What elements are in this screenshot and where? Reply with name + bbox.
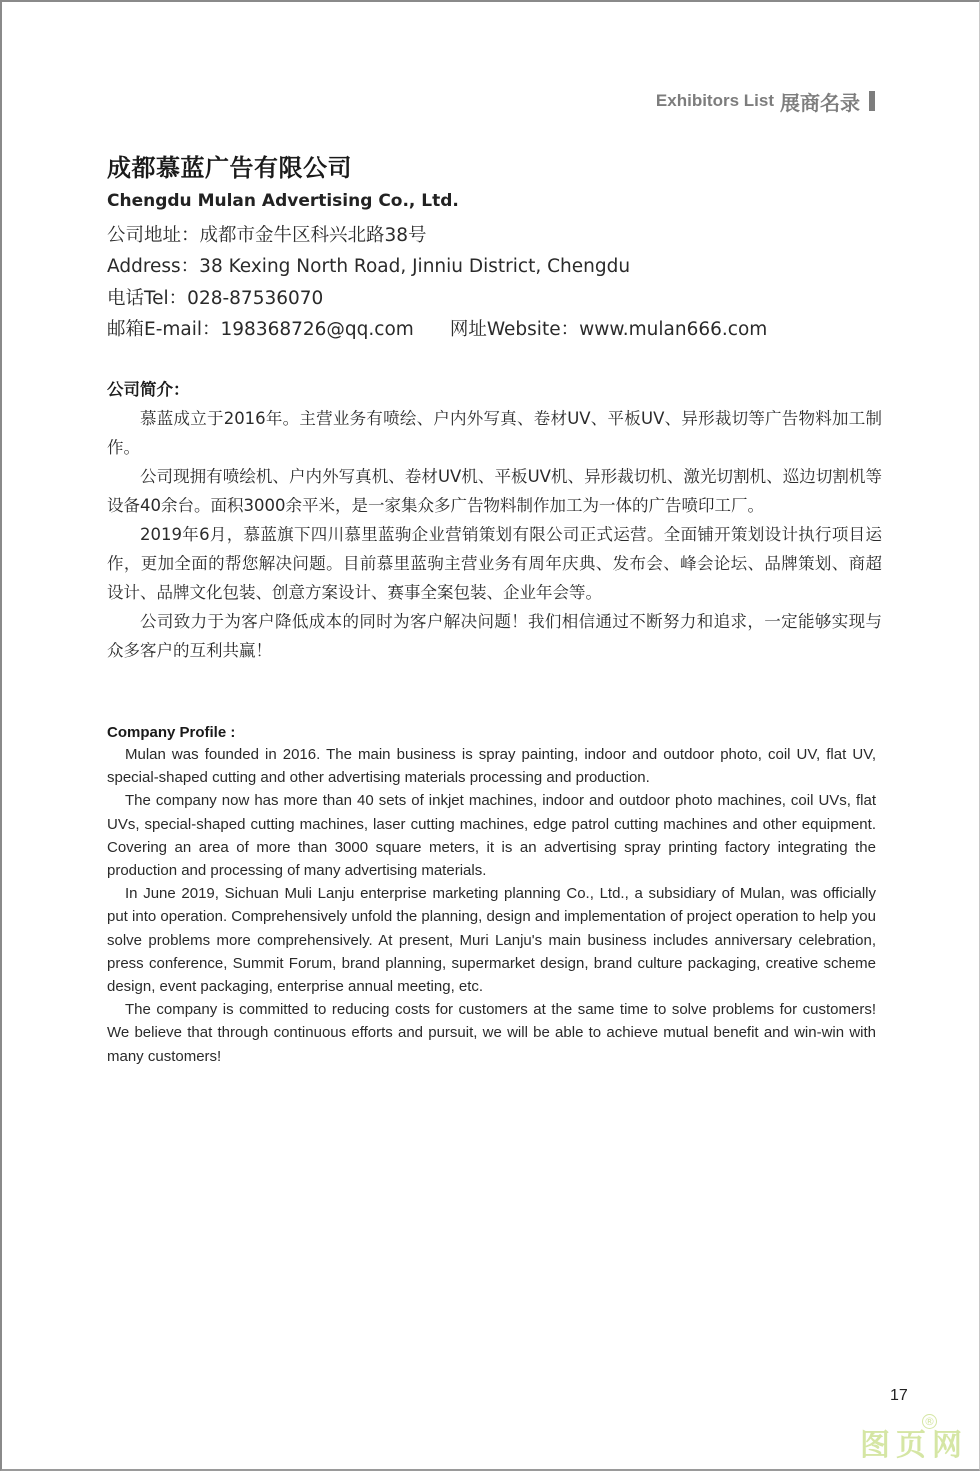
address-cn: 公司地址：成都市金牛区科兴北路38号 (107, 225, 427, 246)
company-name-en: Chengdu Mulan Advertising Co., Ltd. (107, 191, 459, 211)
watermark-logo (860, 1415, 968, 1464)
section-header (656, 86, 875, 116)
profile-heading-cn: 公司简介： (107, 380, 190, 399)
registered-mark-icon: ® (924, 1415, 935, 1428)
profile-paragraph-cn: 公司致力于为客户降低成本的同时为客户解决问题！我们相信通过不断努力和追求，一定能够实现与众多客户的互利共赢！ (107, 612, 882, 660)
contact-line (107, 315, 767, 341)
profile-paragraph-en: The company now has more than 40 sets of inkjet machines, indoor and outdoor photo machines, coil UVs, flat UVs, special-shaped cutting machines, laser cutting machines, edge patrol cutting machines and other equipment. Covering an area of more than 3000 square meters, it is an advertising spray printing factory integrating the production and processing of many advertising materials. (107, 792, 876, 880)
profile-paragraph-en: Mulan was founded in 2016. The main business is spray painting, indoor and outdoor photo, coil UV, flat UV, special-shaped cutting and other advertising materials processing and production. (107, 746, 876, 787)
profile-paragraph-en: In June 2019, Sichuan Muli Lanju enterprise marketing planning Co., Ltd., a subsidiary of Mulan, was officially put into operation. Comprehensively unfold the planning, design and implementation of project operation to help you solve problems more comprehensively. At present, Muri Lanju's main business includes anniversary celebration, press conference, Summit Forum, brand planning, supermarket design, brand culture packaging, creative scheme design, event packaging, enterprise annual meeting, etc. (107, 885, 876, 996)
section-marker-bar (869, 91, 875, 111)
profile-body-en (107, 743, 876, 1068)
profile-paragraph-cn: 公司现拥有喷绘机、户内外写真机、卷材UV机、平板UV机、异形裁切机、激光切割机、巡边切割机等设备40余台。面积3000余平米，是一家集众多广告物料制作加工为一体的广告喷印工厂。 (107, 467, 882, 515)
email: 邮箱E-mail：198368726@qq.com (107, 319, 414, 340)
profile-paragraph-cn: 慕蓝成立于2016年。主营业务有喷绘、户内外写真、卷材UV、平板UV、异形裁切等广告物料加工制作。 (107, 409, 882, 457)
address-en: Address：38 Kexing North Road, Jinniu District, Chengdu (107, 256, 631, 277)
website: 网址Website：www.mulan666.com (449, 319, 768, 340)
page-number: 17 (890, 1387, 908, 1404)
profile-paragraph-en: The company is committed to reducing costs for customers at the same time to solve problems for customers! We believe that through continuous efforts and pursuit, we will be able to achieve mutual benefit and win-win with many customers! (107, 1001, 876, 1065)
section-title-en: Exhibitors List (655, 91, 774, 110)
profile-body-cn (107, 404, 882, 665)
section-title-cn: 展商名录 (780, 90, 860, 115)
watermark-text: 图页网 (860, 1428, 968, 1463)
company-name-cn: 成都慕蓝广告有限公司 (107, 154, 352, 182)
profile-heading-en: Company Profile : (107, 724, 236, 741)
telephone: 电话Tel：028-87536070 (107, 288, 324, 309)
profile-paragraph-cn: 2019年6月，慕蓝旗下四川慕里蓝驹企业营销策划有限公司正式运营。全面铺开策划设计执行项目运作，更加全面的帮您解决问题。目前慕里蓝驹主营业务有周年庆典、发布会、峰会论坛、品牌策划、商超设计、品牌文化包装、创意方案设计、赛事全案包装、企业年会等。 (107, 525, 882, 602)
